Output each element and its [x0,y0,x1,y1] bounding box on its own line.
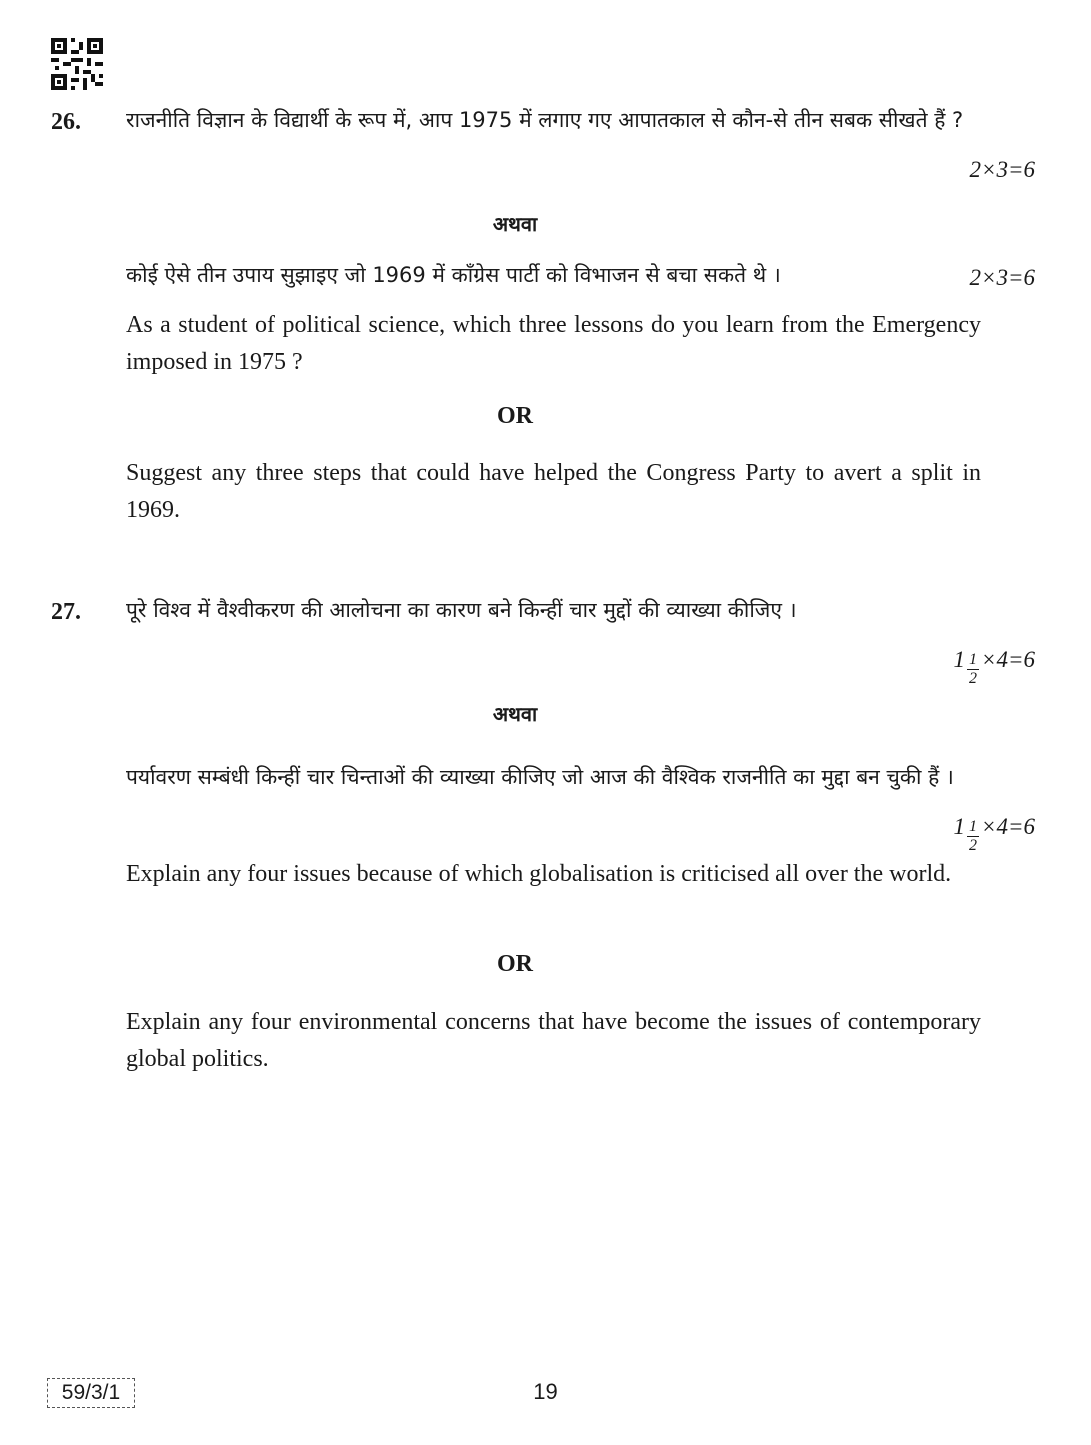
question-text-hindi: पूरे विश्व में वैश्वीकरण की आलोचना का कारण बने किन्हीं चार मुद्दों की व्याख्या कीजिए । [126,598,797,622]
alternative-question-english: Explain any four environmental concerns that have become the issues of contemporary global politics. [126,1009,981,1072]
marks-whole: 1 [953,813,965,839]
fraction-numerator: 1 [968,818,977,835]
fraction-denominator: 2 [968,670,977,687]
fraction-numerator: 1 [968,651,977,668]
paper-code: 59/3/1 [47,1378,135,1408]
fraction-denominator: 2 [968,837,977,854]
alternative-question-hindi: पर्यावरण सम्बंधी किन्हीं चार चिन्ताओं की व्याख्या कीजिए जो आज की वैश्विक राजनीति का मुद्दा बन चुकी हैं । [126,765,954,789]
marks-multiplier: ×4=6 [980,646,1035,672]
question-text-english: As a student of political science, which three lessons do you learn from the Emergency imposed in 1975 ? [126,312,981,375]
alternative-question-english: Suggest any three steps that could have helped the Congress Party to avert a split in 1969. [126,460,981,523]
question-number: 27. [51,599,81,625]
qr-code-icon [51,38,103,90]
marks-label [953,810,1035,854]
alternative-question-hindi: कोई ऐसे तीन उपाय सुझाइए जो 1969 में काँग्रेस पार्टी को विभाजन से बचा सकते थे । [126,263,781,287]
marks-multiplier: ×4=6 [980,813,1035,839]
question-text-english: Explain any four issues because of which globalisation is criticised all over the world. [126,861,952,887]
marks-fraction [967,651,979,688]
page-number: 19 [533,1379,558,1404]
or-label-hindi: अथवा [492,702,538,726]
marks-label: 2×3=6 [969,265,1035,290]
marks-label: 2×3=6 [969,157,1035,182]
marks-whole: 1 [953,646,965,672]
or-label: OR [497,951,533,977]
or-label-hindi: अथवा [492,212,538,236]
or-label: OR [497,403,533,429]
marks-label [953,643,1035,687]
marks-fraction [967,818,979,855]
question-text-hindi: राजनीति विज्ञान के विद्यार्थी के रूप में, आप 1975 में लगाए गए आपातकाल से कौन-से तीन सबक सीखते हैं ? [126,108,964,132]
question-number: 26. [51,109,81,135]
